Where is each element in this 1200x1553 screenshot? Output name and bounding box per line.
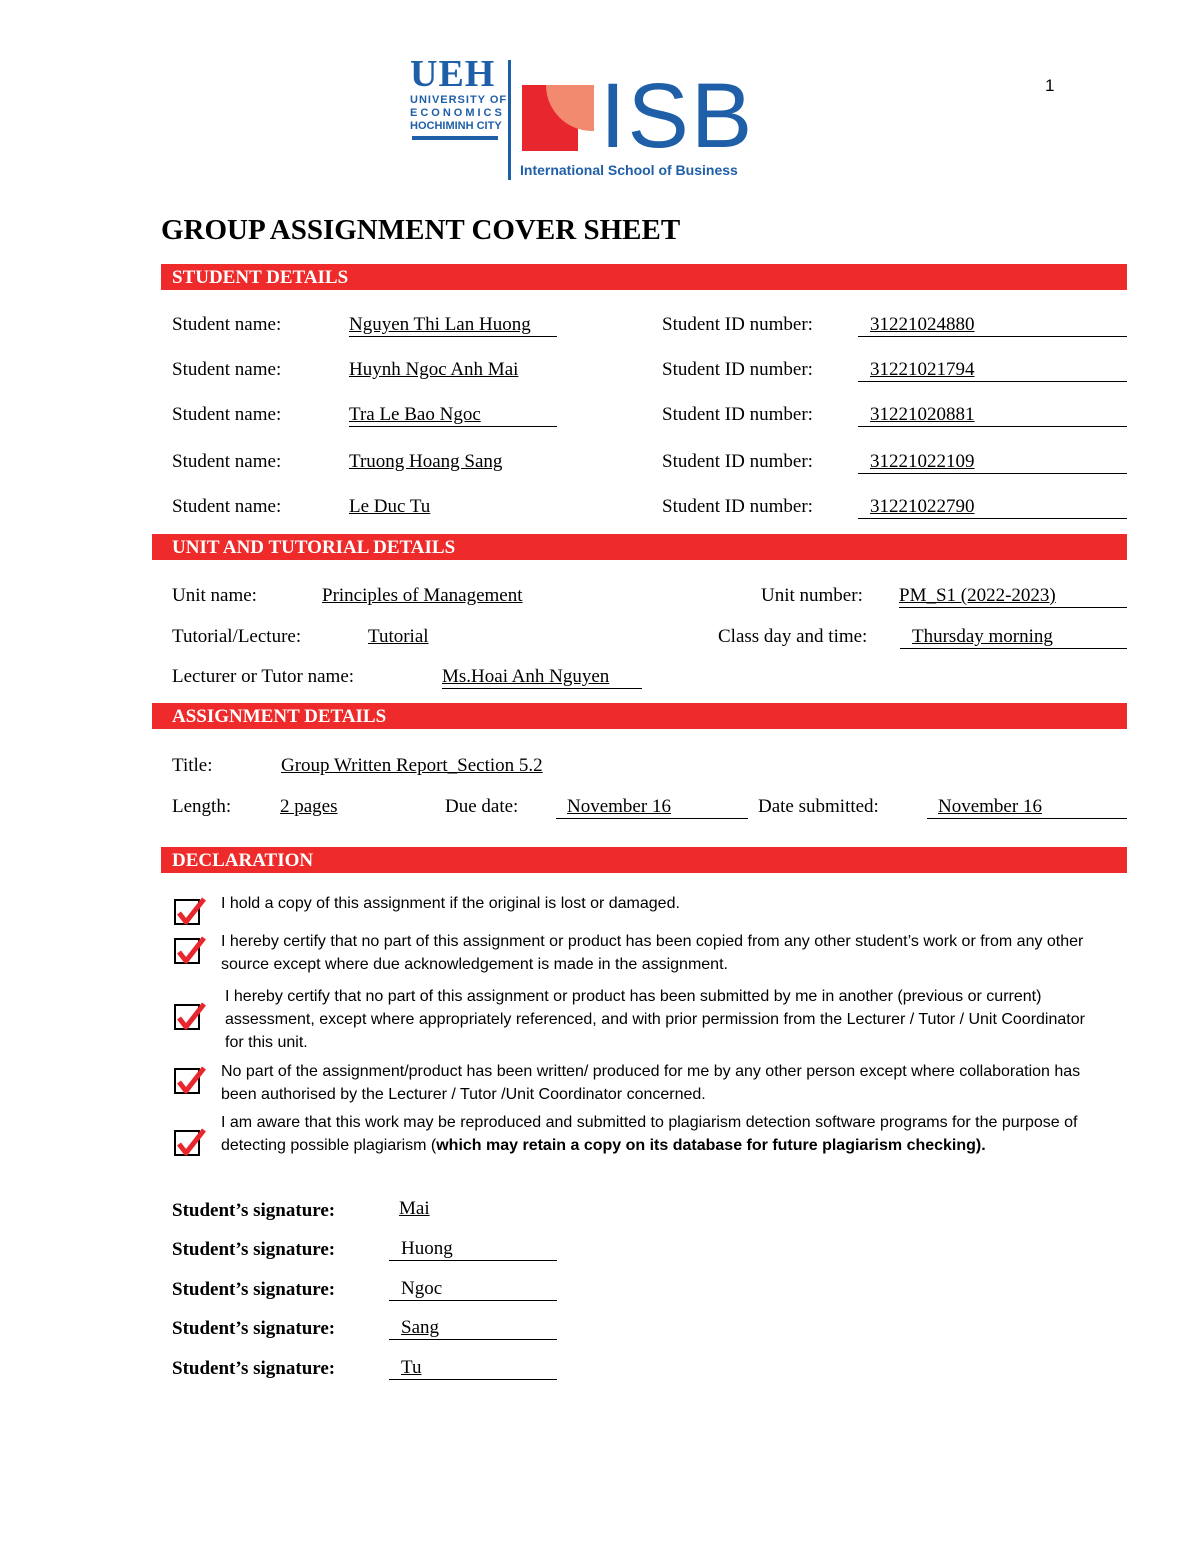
checkmark-icon <box>174 1000 208 1034</box>
declaration-checkbox-4[interactable] <box>174 1068 200 1094</box>
lecturer-label: Lecturer or Tutor name: <box>172 666 355 687</box>
declaration-text-1: I hold a copy of this assignment if the original is lost or damaged. <box>221 895 680 912</box>
declaration-text-4: No part of the assignment/product has been written/ produced for me by any other person except where collaboration has been authorised by the Lecturer / Tutor /Unit Coordinator concerned. <box>221 1063 1081 1103</box>
due-date-field: November 16 <box>556 796 748 819</box>
signature-label: Student’s signature: <box>172 1318 336 1339</box>
due-date-label: Due date: <box>445 796 519 817</box>
class-day-time-label: Class day and time: <box>718 626 868 647</box>
university-logo <box>410 53 770 182</box>
checkmark-icon <box>174 1126 208 1160</box>
declaration-checkbox-3[interactable] <box>174 1004 200 1030</box>
date-submitted-field: November 16 <box>927 796 1127 819</box>
student-id-label: Student ID number: <box>662 451 813 472</box>
signature-label: Student’s signature: <box>172 1200 336 1221</box>
signature-field: Huong <box>389 1238 557 1261</box>
unit-number-label: Unit number: <box>761 585 863 606</box>
student-name-field: Nguyen Thi Lan Huong <box>349 314 557 337</box>
checkmark-icon <box>174 1064 208 1098</box>
section-header-unit-details: UNIT AND TUTORIAL DETAILS <box>152 534 1127 560</box>
student-id-field: 31221024880 <box>858 314 1127 337</box>
checkmark-icon <box>174 934 208 968</box>
signature-field: Mai <box>399 1198 430 1219</box>
declaration-checkbox-5[interactable] <box>174 1130 200 1156</box>
lecturer-field: Ms.Hoai Anh Nguyen <box>442 666 642 689</box>
isb-logo-text: ISB <box>600 65 755 167</box>
student-name-label: Student name: <box>172 451 282 472</box>
student-name-label: Student name: <box>172 359 282 380</box>
signature-label: Student’s signature: <box>172 1239 336 1260</box>
length-field: 2 pages <box>280 796 338 817</box>
signature-label: Student’s signature: <box>172 1358 336 1379</box>
declaration-checkbox-1[interactable] <box>174 899 200 925</box>
signature-field: Tu <box>389 1357 557 1380</box>
unit-name-field: Principles of Management <box>322 585 523 606</box>
student-name-field: Le Duc Tu <box>349 496 431 517</box>
signature-field: Sang <box>389 1317 557 1340</box>
section-header-assignment-details: ASSIGNMENT DETAILS <box>152 703 1127 729</box>
title-field: Group Written Report_Section 5.2 <box>281 755 543 776</box>
section-header-student-details: STUDENT DETAILS <box>161 264 1127 290</box>
student-id-label: Student ID number: <box>662 314 813 335</box>
title-label: Title: <box>172 755 213 776</box>
ueh-logo-line1: UNIVERSITY OF <box>410 94 508 106</box>
student-id-field: 31221022790 <box>858 496 1127 519</box>
length-label: Length: <box>172 796 232 817</box>
section-header-declaration: DECLARATION <box>161 847 1127 873</box>
ueh-logo-bar <box>412 136 498 140</box>
class-day-time-field: Thursday morning <box>900 626 1127 649</box>
student-id-field: 31221021794 <box>858 359 1127 382</box>
student-id-field: 31221020881 <box>858 404 1127 427</box>
tutorial-lecture-label: Tutorial/Lecture: <box>172 626 302 647</box>
isb-logo-subtitle: International School of Business <box>520 162 738 178</box>
declaration-text-5: I am aware that this work may be reproduced and submitted to plagiarism detection software programs for the purpose of detecting possible plagiarism (which may retain a copy on its database for future plagiarism checking). <box>221 1114 1078 1154</box>
student-id-field: 31221022109 <box>858 451 1127 474</box>
date-submitted-label: Date submitted: <box>758 796 879 817</box>
student-id-label: Student ID number: <box>662 359 813 380</box>
student-name-field: Huynh Ngoc Anh Mai <box>349 359 519 380</box>
unit-name-label: Unit name: <box>172 585 257 606</box>
student-name-label: Student name: <box>172 496 282 517</box>
checkmark-icon <box>174 895 208 929</box>
logo-divider <box>508 60 511 180</box>
ueh-logo-line2: ECONOMICS <box>410 107 505 119</box>
student-id-label: Student ID number: <box>662 496 813 517</box>
ueh-logo-line3: HOCHIMINH CITY <box>410 120 502 132</box>
student-id-label: Student ID number: <box>662 404 813 425</box>
signature-label: Student’s signature: <box>172 1279 336 1300</box>
page-number: 1 <box>1045 76 1055 95</box>
student-name-field: Tra Le Bao Ngoc <box>349 404 557 427</box>
student-name-label: Student name: <box>172 314 282 335</box>
student-name-label: Student name: <box>172 404 282 425</box>
student-name-field: Truong Hoang Sang <box>349 451 503 472</box>
tutorial-lecture-field: Tutorial <box>368 626 429 647</box>
declaration-text-3: I hereby certify that no part of this assignment or product has been submitted by me in another (previous or current) assessment, except where appropriately referenced, and with prior permission from the Lecturer / Tutor / Unit Coordinator for this unit. <box>225 988 1085 1051</box>
declaration-text-2: I hereby certify that no part of this assignment or product has been copied from any other student’s work or from any other source except where due acknowledgement is made in the assignment. <box>221 933 1084 973</box>
ueh-logo-text: UEH <box>410 53 496 95</box>
page-title: GROUP ASSIGNMENT COVER SHEET <box>161 214 681 246</box>
declaration-checkbox-2[interactable] <box>174 938 200 964</box>
signature-field: Ngoc <box>389 1278 557 1301</box>
unit-number-field: PM_S1 (2022-2023) <box>899 585 1127 608</box>
